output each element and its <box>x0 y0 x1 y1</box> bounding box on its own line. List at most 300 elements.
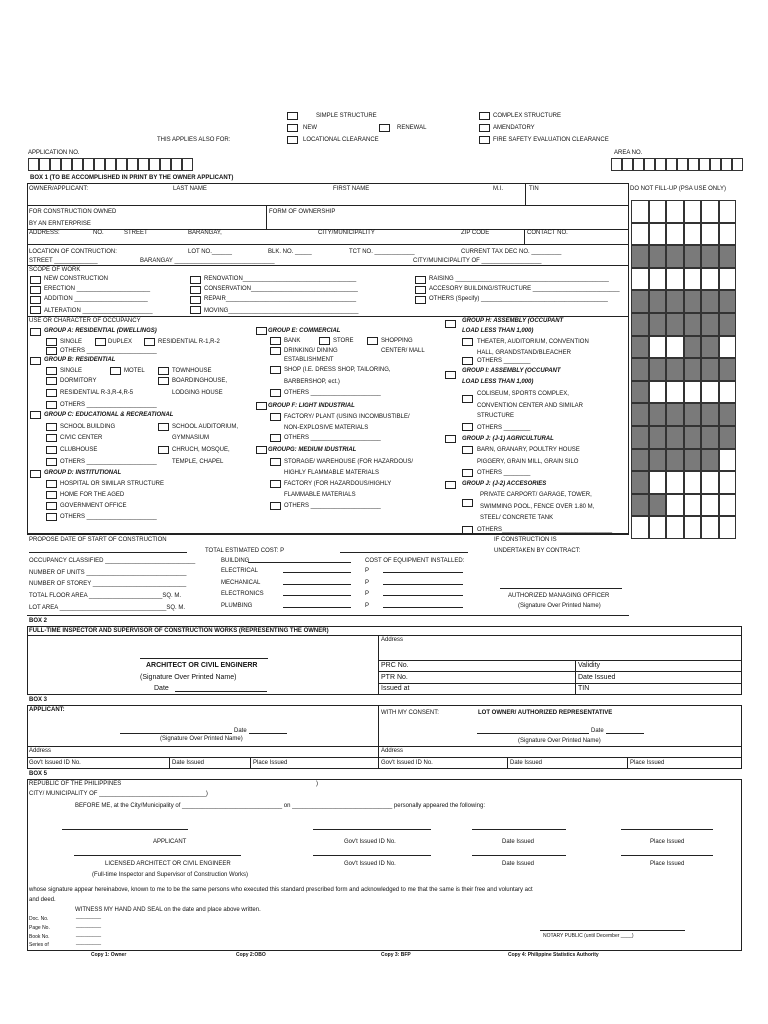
erection-label: ERECTION ______________________ <box>44 286 151 292</box>
mechanical-label: MECHANICAL <box>221 580 261 586</box>
psa-grid-cell <box>666 449 684 472</box>
box3-address-label: Address <box>29 748 52 754</box>
box5-place-label: Place Issued <box>650 839 685 845</box>
owner-label: OWNER/APPLICANT: <box>29 186 89 192</box>
if-construction-label: IF CONSTRUCTION IS <box>494 537 557 543</box>
psa-grid-cell <box>701 223 719 246</box>
cost-line[interactable] <box>283 607 351 608</box>
complex-structure-checkbox[interactable] <box>479 112 490 120</box>
psa-grid-cell <box>631 471 649 494</box>
others-i-checkbox[interactable] <box>462 423 473 431</box>
group-e-label: GROUP E: COMMERCIAL <box>268 328 341 334</box>
cost-line[interactable] <box>283 572 351 573</box>
duplex-label: DUPLEX <box>108 339 133 345</box>
aged-label: HOME FOR THE AGED <box>60 492 125 498</box>
psa-grid-cell <box>701 245 719 268</box>
box2-date-issued-label: Date Issued <box>578 674 616 681</box>
psa-grid-cell <box>666 403 684 426</box>
psa-grid-cell <box>631 449 649 472</box>
area-no-digit-box[interactable] <box>699 158 710 171</box>
psa-grid-cell <box>684 223 702 246</box>
area-no-digit-box[interactable] <box>677 158 688 171</box>
contact-label: CONTACT NO. <box>527 230 568 236</box>
others-j2-checkbox[interactable] <box>462 526 473 534</box>
group-d-label: GROUP D: INSTITUTIONAL <box>44 470 122 476</box>
units-label: NUMBER OF UNITS ______________________________ <box>29 570 187 576</box>
whose-signature-text: whose signature appear hereinabove, known to me to be the same persons who executed this standard prescribed form and acknowledged to me that the same is their free and voluntary act <box>29 887 533 893</box>
group-j2-label: GROUP J: (J-2) ACCESORIES <box>462 481 547 487</box>
psa-grid-cell <box>701 471 719 494</box>
others-c-label: OTHERS _____________________ <box>60 459 157 465</box>
duplex-checkbox[interactable] <box>95 338 106 346</box>
single-a-label: SINGLE <box>60 339 83 345</box>
others-scope-checkbox[interactable] <box>415 296 426 304</box>
application-no-digit-box[interactable] <box>39 158 50 171</box>
application-no-digit-box[interactable] <box>127 158 138 171</box>
theater-label: THEATER, AUDITORIUM, CONVENTION <box>477 339 589 345</box>
psa-grid-cell <box>631 494 649 517</box>
application-no-digit-box[interactable] <box>61 158 72 171</box>
peso-label: P <box>365 591 370 597</box>
psa-grid-cell <box>631 223 649 246</box>
psa-grid-cell <box>666 245 684 268</box>
psa-grid-cell <box>719 290 737 313</box>
amendatory-label: AMENDATORY <box>493 125 535 131</box>
group-g-label: GROUPG: MEDIUM IDUSTRIAL <box>268 447 357 453</box>
psa-grid-cell <box>631 200 649 223</box>
others-j1-checkbox[interactable] <box>462 469 473 477</box>
others-g-checkbox[interactable] <box>270 502 281 510</box>
psa-grid-cell <box>684 381 702 404</box>
group-i-label2: LOAD LESS THAN 1,000) <box>462 379 534 385</box>
psa-grid-cell <box>701 516 719 539</box>
psa-grid-cell <box>666 200 684 223</box>
others-scope-label: OTHERS (Specify) ______________________________________ <box>429 296 608 302</box>
psa-grid-cell <box>666 381 684 404</box>
box3-title: BOX 3 <box>29 697 48 703</box>
psa-grid-cell <box>649 403 667 426</box>
group-a-label: GROUP A: RESIDENTIAL (DWELLINGS) <box>44 328 157 334</box>
others-d-label: OTHERS _____________________ <box>60 514 157 520</box>
psa-grid-cell <box>701 336 719 359</box>
psa-grid-cell <box>666 358 684 381</box>
area-no-digit-box[interactable] <box>644 158 655 171</box>
application-no-digit-box[interactable] <box>105 158 116 171</box>
psa-grid-cell <box>666 494 684 517</box>
store-label: STORE <box>333 338 354 344</box>
school-checkbox[interactable] <box>46 423 57 431</box>
application-no-digit-box[interactable] <box>28 158 39 171</box>
conservation-checkbox[interactable] <box>190 286 201 294</box>
others-a-checkbox[interactable] <box>46 347 57 355</box>
group-a-checkbox[interactable] <box>30 328 41 336</box>
club-label: CLUBHOUSE <box>60 447 98 453</box>
simple-structure-checkbox[interactable] <box>287 112 298 120</box>
single-a-checkbox[interactable] <box>46 338 57 346</box>
box3-date2-label: Date <box>591 728 604 734</box>
box5-place2-label: Place Issued <box>650 861 685 867</box>
repair-checkbox[interactable] <box>190 296 201 304</box>
group-c-checkbox[interactable] <box>30 411 41 419</box>
psa-grid-cell <box>719 358 737 381</box>
psa-grid-cell <box>631 245 649 268</box>
psa-grid-cell <box>666 426 684 449</box>
occupancy-label: OCCUPANCY CLASSIFIED ___________________________ <box>29 558 196 564</box>
new-checkbox[interactable] <box>287 124 298 132</box>
resr12-label: RESIDENTIAL R-1,R-2 <box>158 339 220 345</box>
lodging-label: LODGING HOUSE <box>172 390 223 396</box>
amendatory-checkbox[interactable] <box>479 124 490 132</box>
group-i-label: GROUP I: ASSEMBLY (OCCUPANT <box>462 368 561 374</box>
group-b-checkbox[interactable] <box>30 357 41 365</box>
undertaken-label: UNDERTAKEN BY CONTRACT: <box>494 548 581 554</box>
townhouse-label: TOWNHOUSE <box>172 368 212 374</box>
peso-label: P <box>365 580 370 586</box>
resr35-label: RESIDENTIAL R-3,R-4,R-5 <box>60 390 134 396</box>
flamm-label: FLAMMABLE MATERIALS <box>284 492 356 498</box>
church-label: CHRUCH, MOSQUE, <box>172 447 230 453</box>
copy3-label: Copy 3: BFP <box>381 952 411 958</box>
boarding-label: BOARDINGHOUSE, <box>172 378 228 384</box>
application-no-digit-box[interactable] <box>160 158 171 171</box>
electrical-label: ELECTRICAL <box>221 568 259 574</box>
group-i-checkbox[interactable] <box>445 371 456 379</box>
mi-label: M.I. <box>493 186 503 192</box>
copy2-label: Copy 2:OBO <box>236 952 266 958</box>
before-me-label: BEFORE ME, at the City/Municipality of ______________________________ on ______________________________ personally appeared the following: <box>75 803 485 809</box>
psa-grid-cell <box>701 200 719 223</box>
carport-label: PRIVATE CARPORT/ GARAGE, TOWER, <box>480 492 592 498</box>
accessory-label: ACCESORY BUILDING/STRUCTURE __________________________ <box>429 286 620 292</box>
shop-checkbox[interactable] <box>270 366 281 374</box>
copy4-label: Copy 4: Philippine Statistics Authority <box>508 952 599 958</box>
others-h-checkbox[interactable] <box>462 357 473 365</box>
conservation-label: CONSERVATION________________________________ <box>204 286 358 292</box>
series-label: Series of <box>29 942 49 948</box>
alteration-label: ALTERATION _____________________ <box>44 308 153 314</box>
republic-label: REPUBLIC OF THE PHILIPPINES <box>29 781 122 787</box>
box3-address2-label: Address <box>381 748 404 754</box>
republic-paren: ) <box>316 781 318 787</box>
equipment-cost-line[interactable] <box>383 607 463 608</box>
psa-grid-cell <box>666 516 684 539</box>
architect-label: ARCHITECT OR CIVIL ENGINERR <box>146 662 258 669</box>
resr35-checkbox[interactable] <box>46 389 57 397</box>
propose-date-label: PROPOSE DATE OF START OF CONSTRUCTION <box>29 537 167 543</box>
box3-date-issued-label: Date Issued <box>172 760 205 766</box>
box2-sig-label: (Signature Over Printed Name) <box>140 674 237 681</box>
box3-place2-label: Place Issued <box>630 760 665 766</box>
moving-checkbox[interactable] <box>190 306 201 314</box>
group-d-checkbox[interactable] <box>30 470 41 478</box>
city2-label: CITY/MUNICIPALITY OF __________________ <box>413 258 542 264</box>
box3-sig-label: (Signature Over Printed Name) <box>160 736 243 742</box>
psa-grid-cell <box>684 403 702 426</box>
street2-label: STREET _____________ <box>29 258 98 264</box>
box3-place-label: Place Issued <box>253 760 288 766</box>
others-b-checkbox[interactable] <box>46 401 57 409</box>
drinking-checkbox[interactable] <box>270 347 281 355</box>
cost-line[interactable] <box>248 562 351 563</box>
application-no-digit-box[interactable] <box>182 158 193 171</box>
barn-label: BARN, GRANARY, POULTRY HOUSE <box>477 447 580 453</box>
others-e-label: OTHERS _____________________ <box>284 390 381 396</box>
equipment-cost-line[interactable] <box>383 584 463 585</box>
area-no-digit-box[interactable] <box>710 158 721 171</box>
location-label: LOCATION OF CONTRUCTION: <box>29 249 117 255</box>
area-no-digit-box[interactable] <box>622 158 633 171</box>
simple-structure-label: SIMPLE STRUCTURE <box>316 113 377 119</box>
box5-date-issued-label: Date Issued <box>502 839 535 845</box>
factory-label: FACTORY/ PLANT (USING INCOMBUSTIBLE/ <box>284 414 410 420</box>
area-no-digit-box[interactable] <box>666 158 677 171</box>
shop-label: SHOP (I.E. DRESS SHOP, TAILORING, <box>284 367 391 373</box>
application-no-digit-box[interactable] <box>138 158 149 171</box>
equipment-cost-line[interactable] <box>383 572 463 573</box>
others-j1-label: OTHERS ________ <box>477 470 531 476</box>
group-j1-checkbox[interactable] <box>445 435 456 443</box>
application-no-digit-box[interactable] <box>171 158 182 171</box>
area-no-digit-box[interactable] <box>655 158 666 171</box>
psa-grid-cell <box>719 313 737 336</box>
tct-no-label: TCT NO. ____________ <box>349 249 415 255</box>
psa-grid-cell <box>649 381 667 404</box>
authorized-sig-label: (Signature Over Printed Name) <box>518 603 601 609</box>
club-checkbox[interactable] <box>46 446 57 454</box>
issued-at-label: Issued at <box>381 685 410 692</box>
psa-grid-cell <box>701 494 719 517</box>
series-blank: _________ <box>76 940 102 946</box>
establishment-label: ESTABLISHMENT <box>284 357 334 363</box>
application-no-digit-box[interactable] <box>83 158 94 171</box>
psa-grid-cell <box>666 223 684 246</box>
building-label: BUILDING <box>221 558 250 564</box>
taxdec-label: CURRENT TAX DEC NO. _________ <box>461 249 562 255</box>
group-g-checkbox[interactable] <box>256 446 267 454</box>
structure-label: STRUCTURE <box>477 413 514 419</box>
for-construction-label: FOR CONSTRUCTION OWNED <box>29 209 117 215</box>
box5-govid-label: Gov't Issued ID No. <box>344 839 396 845</box>
group-h-label2: LOAD LESS THAN 1,000) <box>462 328 534 334</box>
no-label: NO. <box>93 230 104 236</box>
psa-grid-cell <box>684 200 702 223</box>
bank-label: BANK <box>284 338 301 344</box>
last-name-label: LAST NAME <box>173 186 207 192</box>
psa-grid-cell <box>666 268 684 291</box>
group-j2-checkbox[interactable] <box>445 481 456 489</box>
application-no-digit-box[interactable] <box>50 158 61 171</box>
lot-no-label: LOT NO.______ <box>188 249 232 255</box>
others-h-label: OTHERS ________ <box>477 358 531 364</box>
barn-checkbox[interactable] <box>462 446 473 454</box>
box3-sig2-label: (Signature Over Printed Name) <box>518 738 601 744</box>
single-b-checkbox[interactable] <box>46 367 57 375</box>
school-label: SCHOOL BUILDING <box>60 424 116 430</box>
application-no-digit-box[interactable] <box>116 158 127 171</box>
renovation-label: RENOVATION__________________________________ <box>204 276 357 282</box>
storage-checkbox[interactable] <box>270 458 281 466</box>
area-no-digit-box[interactable] <box>611 158 622 171</box>
new-construction-label: NEW CONSTRUCTION <box>44 276 108 282</box>
others-c-checkbox[interactable] <box>46 458 57 466</box>
accessory-checkbox[interactable] <box>415 286 426 294</box>
by-enterprise-label: BY AN ERNTERPRISE <box>29 221 91 227</box>
renewal-checkbox[interactable] <box>379 124 390 132</box>
coliseum-label: COLISEUM, SPORTS COMPLEX, <box>477 391 569 397</box>
witness-text: WITNESS MY HAND AND SEAL on the date and place above written. <box>75 907 261 913</box>
theater-checkbox[interactable] <box>462 338 473 346</box>
psa-grid-cell <box>684 245 702 268</box>
locational-checkbox[interactable] <box>287 136 298 144</box>
factory2-label: FACTORY (FOR HAZARDOUS/HIGHLY <box>284 481 392 487</box>
hospital-checkbox[interactable] <box>46 480 57 488</box>
moving-label: MOVING_______________________________________ <box>204 308 359 314</box>
box5-fulltime-label: (Full-time Inspector and Supervisor of Construction Works) <box>92 872 248 878</box>
prc-label: PRC No. <box>381 662 409 669</box>
group-f-label: GROUP F: LIGHT INDUSTRIAL <box>268 403 355 409</box>
box3-date-label: Date <box>234 728 247 734</box>
hall-label: HALL, GRANDSTAND/BLEACHER <box>477 350 571 356</box>
area-no-digit-box[interactable] <box>732 158 743 171</box>
govt-office-checkbox[interactable] <box>46 502 57 510</box>
box5-applicant-label: APPLICANT <box>153 839 187 845</box>
area-no-digit-box[interactable] <box>688 158 699 171</box>
deed-text: and deed. <box>29 897 56 903</box>
motel-checkbox[interactable] <box>110 367 121 375</box>
area-no-label: AREA NO. <box>614 150 643 156</box>
group-e-checkbox[interactable] <box>256 327 267 335</box>
area-no-digit-box[interactable] <box>721 158 732 171</box>
new-construction-checkbox[interactable] <box>30 276 41 284</box>
locational-label: LOCATIONAL CLEARANCE <box>303 137 379 143</box>
psa-grid-cell <box>684 471 702 494</box>
store-checkbox[interactable] <box>319 337 330 345</box>
page-no-label: Page No. <box>29 925 50 931</box>
psa-grid-cell <box>631 403 649 426</box>
lot-owner-label: LOT OWNER/ AUTHORIZED REPRESENTATIVE <box>478 710 613 716</box>
factory2-checkbox[interactable] <box>270 480 281 488</box>
doc-no-blank: _________ <box>76 914 102 920</box>
renovation-checkbox[interactable] <box>190 276 201 284</box>
psa-grid-cell <box>719 223 737 246</box>
raising-checkbox[interactable] <box>415 276 426 284</box>
drinking-label: DRINKING/ DINING <box>284 348 338 354</box>
fire-safety-checkbox[interactable] <box>479 136 490 144</box>
application-no-digit-box[interactable] <box>94 158 105 171</box>
psa-grid-cell <box>649 426 667 449</box>
application-no-digit-box[interactable] <box>149 158 160 171</box>
factory-checkbox[interactable] <box>270 413 281 421</box>
authorized-officer-label: AUTHORIZED MANAGING OFFICER <box>508 593 610 599</box>
psa-grid-cell <box>649 516 667 539</box>
psa-grid-cell <box>684 313 702 336</box>
equipment-label: COST OF EQUIPMENT INSTALLED: <box>365 558 465 564</box>
psa-grid-cell <box>719 268 737 291</box>
coliseum-checkbox[interactable] <box>462 395 473 403</box>
boarding-checkbox[interactable] <box>158 377 169 385</box>
storage-label: STORAGE/ WAREHOUSE (FOR HAZARDOUS/ <box>284 459 414 465</box>
raising-label: RAISING ______________________________________________ <box>429 276 609 282</box>
alteration-checkbox[interactable] <box>30 306 41 314</box>
psa-grid-cell <box>701 268 719 291</box>
new-label: NEW <box>303 125 317 131</box>
resr12-checkbox[interactable] <box>144 338 155 346</box>
group-h-checkbox[interactable] <box>445 320 456 328</box>
townhouse-checkbox[interactable] <box>158 367 169 375</box>
others-f-checkbox[interactable] <box>270 434 281 442</box>
psa-grid-cell <box>666 471 684 494</box>
psa-grid-cell <box>649 223 667 246</box>
psa-grid-cell <box>684 494 702 517</box>
psa-grid-cell <box>701 313 719 336</box>
psa-grid-cell <box>649 245 667 268</box>
group-f-checkbox[interactable] <box>256 402 267 410</box>
plumbing-label: PLUMBING <box>221 603 253 609</box>
addition-checkbox[interactable] <box>30 296 41 304</box>
tin-label: TIN <box>529 186 539 192</box>
psa-grid-cell <box>666 290 684 313</box>
psa-grid-cell <box>631 268 649 291</box>
applies-label: THIS APPLIES ALSO FOR: <box>157 137 231 143</box>
others-b-label: OTHERS _____________________ <box>60 402 157 408</box>
church-checkbox[interactable] <box>158 446 169 454</box>
application-no-label: APPLICATION NO. <box>28 150 80 156</box>
bank-checkbox[interactable] <box>270 337 281 345</box>
dormitory-checkbox[interactable] <box>46 377 57 385</box>
ptr-label: PTR No. <box>381 674 408 681</box>
book-no-label: Book No. <box>29 934 50 940</box>
psa-grid-cell <box>649 290 667 313</box>
application-no-digit-box[interactable] <box>72 158 83 171</box>
box1-title: BOX 1 (TO BE ACCOMPLISHED IN PRINT BY THE OWNER APPLICANT) <box>30 175 234 181</box>
others-d-checkbox[interactable] <box>46 513 57 521</box>
area-no-digit-box[interactable] <box>633 158 644 171</box>
psa-grid-cell <box>631 426 649 449</box>
cost-line[interactable] <box>283 595 351 596</box>
school-aud-checkbox[interactable] <box>158 423 169 431</box>
psa-grid-cell <box>649 494 667 517</box>
carport-checkbox[interactable] <box>462 499 473 507</box>
steel-label: STEEL/ CONCRETE TANK <box>480 515 554 521</box>
group-c-label: GROUP C: EDUCATIONAL & RECREATIONAL <box>44 412 174 418</box>
equipment-cost-line[interactable] <box>383 595 463 596</box>
psa-grid-cell <box>666 313 684 336</box>
civic-checkbox[interactable] <box>46 434 57 442</box>
psa-grid-cell <box>701 403 719 426</box>
erection-checkbox[interactable] <box>30 286 41 294</box>
psa-grid-cell <box>666 336 684 359</box>
shopping-checkbox[interactable] <box>367 337 378 345</box>
psa-grid-cell <box>719 381 737 404</box>
civic-label: CIVIC CENTER <box>60 435 103 441</box>
others-e-checkbox[interactable] <box>270 389 281 397</box>
psa-grid-cell <box>684 426 702 449</box>
form-ownership-label: FORM OF OWNERSHIP <box>269 209 336 215</box>
psa-grid-cell <box>631 516 649 539</box>
cost-line[interactable] <box>283 584 351 585</box>
barangay2-label: BARANGAY ______________________________ <box>140 258 275 264</box>
psa-grid-cell <box>649 268 667 291</box>
box3-govid-label: Gov't Issued ID No. <box>29 760 81 766</box>
repair-label: REPAIR_______________________________________ <box>204 296 357 302</box>
group-j1-label: GROUP J: (J-1) AGRICULTURAL <box>462 436 554 442</box>
box3-applicant-label: APPLICANT: <box>29 707 65 713</box>
nonexp-label: NON-EXPLOSIVE MATERIALS <box>284 425 369 431</box>
book-no-blank: _________ <box>76 932 102 938</box>
aged-checkbox[interactable] <box>46 491 57 499</box>
psa-grid-cell <box>649 449 667 472</box>
psa-grid-cell <box>684 336 702 359</box>
